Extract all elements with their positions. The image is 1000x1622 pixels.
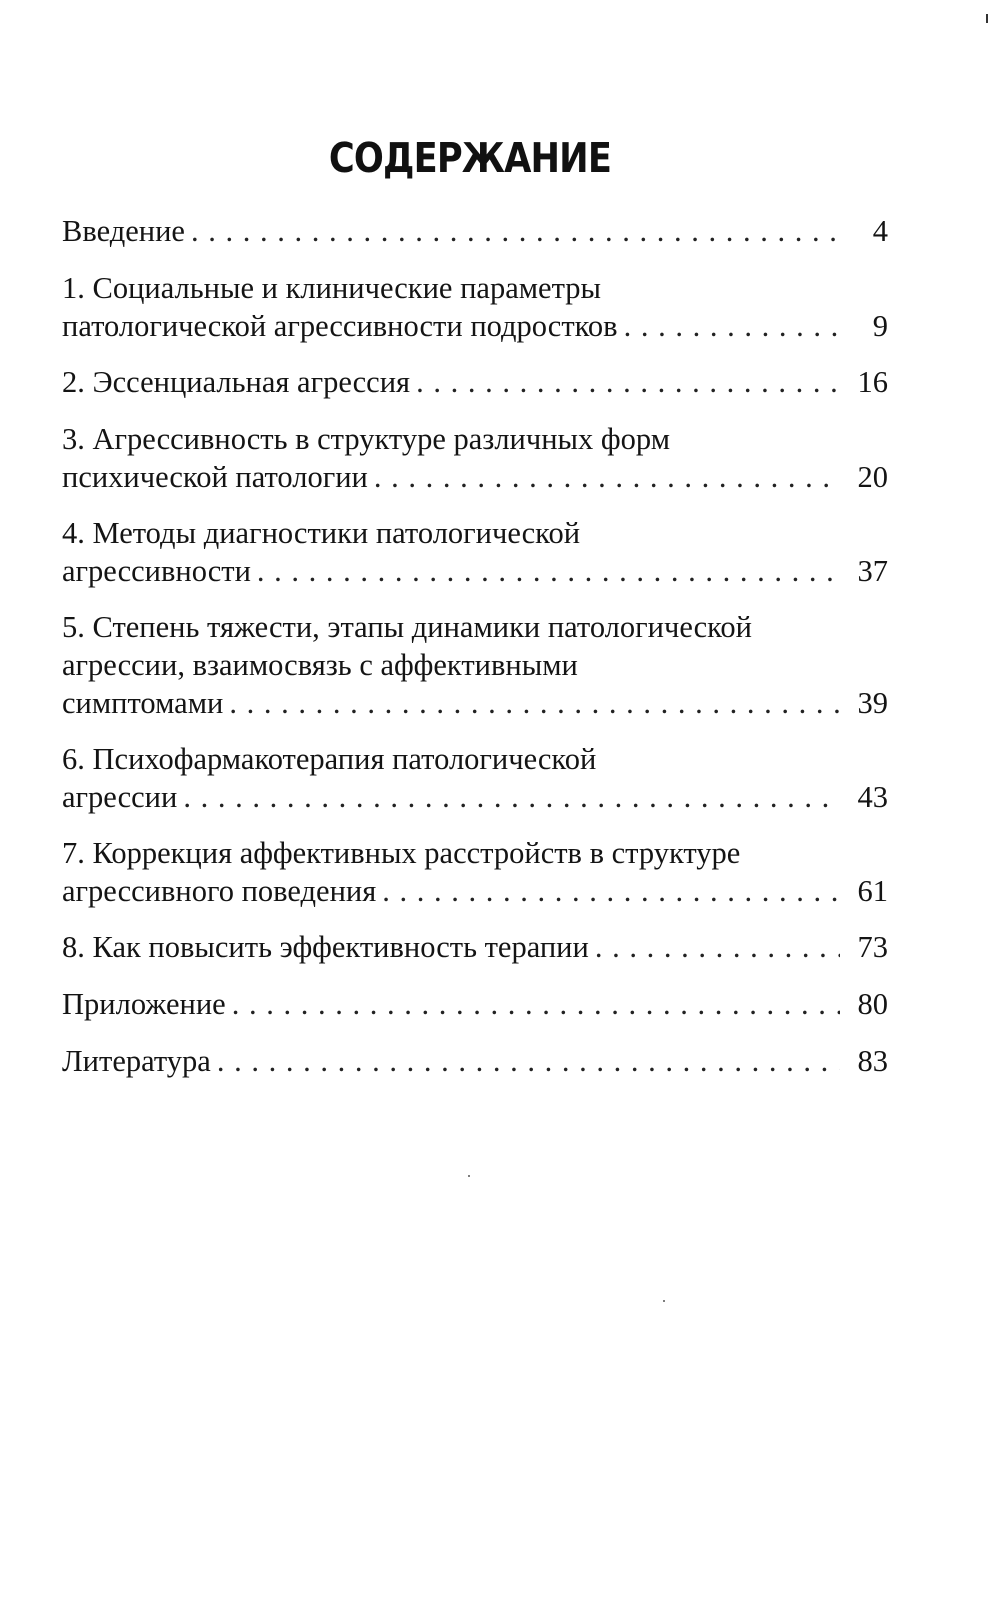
toc-entry-title: Литература (62, 1044, 211, 1078)
dot-leader (191, 212, 840, 250)
toc-page-number: 16 (857, 365, 888, 399)
page-title: СОДЕРЖАНИЕ (328, 134, 612, 182)
toc-entry-title: 7. Коррекция аффективных расстройств в структуре (62, 836, 741, 870)
toc-entry-chapter-1 (62, 269, 888, 345)
toc-entry-title: 2. Эссенциальная агрессия (62, 365, 411, 399)
toc-entry-title: Приложение (62, 987, 226, 1021)
table-of-contents (62, 212, 888, 1099)
toc-entry-title-continued: агрессии (62, 780, 178, 814)
toc-entry-title-continued: агрессивности (62, 554, 251, 588)
toc-entry-title: 8. Как повысить эффективность терапии (62, 930, 589, 964)
dot-leader (232, 985, 840, 1023)
toc-entry-title: 3. Агрессивность в структуре различных форм (62, 422, 670, 456)
toc-entry-introduction (62, 212, 888, 250)
toc-entry-chapter-2 (62, 363, 888, 401)
toc-entry-title: Введение (62, 214, 185, 248)
toc-page-number: 61 (857, 874, 888, 908)
toc-entry-chapter-6 (62, 740, 888, 816)
toc-entry-title: 6. Психофармакотерапия патологической (62, 742, 597, 776)
dot-leader (183, 778, 840, 816)
toc-page-number: 9 (872, 309, 888, 343)
dot-leader (382, 872, 840, 910)
dot-leader (257, 552, 840, 590)
dot-leader (595, 928, 840, 966)
dot-leader (416, 363, 840, 401)
toc-page-number: 4 (872, 214, 888, 248)
toc-entry-chapter-7 (62, 834, 888, 910)
dot-leader (624, 307, 840, 345)
scan-speck (663, 1300, 665, 1302)
dot-leader (374, 458, 840, 496)
toc-entry-chapter-5 (62, 608, 888, 722)
toc-entry-chapter-4 (62, 514, 888, 590)
toc-entry-chapter-8 (62, 928, 888, 966)
toc-entry-title-continued: симптомами (62, 686, 224, 720)
toc-page-number: 83 (857, 1044, 888, 1078)
toc-page-number: 37 (857, 554, 888, 588)
toc-page-number: 73 (857, 930, 888, 964)
toc-entry-title: 5. Степень тяжести, этапы динамики патологической (62, 610, 753, 644)
toc-entry-title-continued: психической патологии (62, 460, 368, 494)
scan-mark (986, 14, 988, 23)
dot-leader (229, 684, 840, 722)
toc-page-number: 39 (857, 686, 888, 720)
toc-entry-title-continued: патологической агрессивности подростков (62, 309, 618, 343)
toc-page-number: 43 (857, 780, 888, 814)
scan-speck (468, 1175, 470, 1177)
toc-entry-references (62, 1042, 888, 1080)
toc-page-number: 80 (857, 987, 888, 1021)
toc-entry-chapter-3 (62, 420, 888, 496)
toc-entry-title-continued: агрессивного поведения (62, 874, 377, 908)
toc-entry-title: 4. Методы диагностики патологической (62, 516, 581, 550)
toc-page-number: 20 (857, 460, 888, 494)
toc-entry-title-continued: агрессии, взаимосвязь с аффективными (62, 648, 578, 682)
toc-entry-title: 1. Социальные и клинические параметры (62, 271, 602, 305)
toc-entry-appendix (62, 985, 888, 1023)
dot-leader (217, 1042, 840, 1080)
